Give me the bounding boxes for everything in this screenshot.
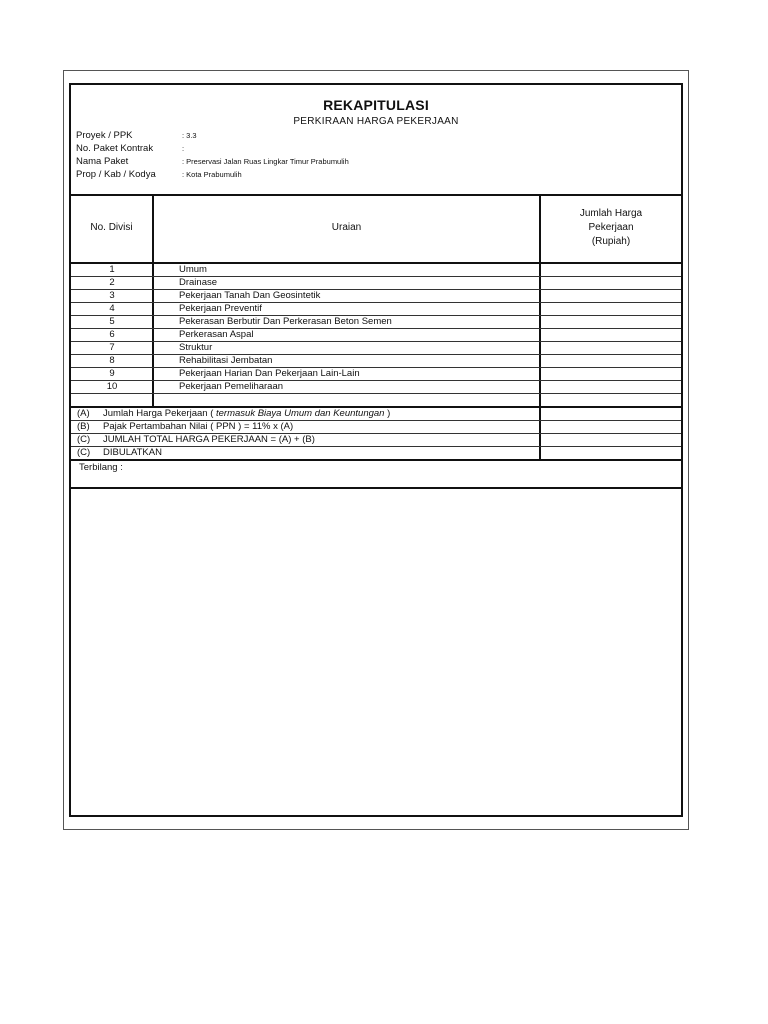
row-description: Rehabilitasi Jembatan (179, 355, 273, 366)
info-label-nama-paket: Nama Paket (76, 156, 129, 167)
row-description: Perkerasan Aspal (179, 329, 254, 340)
terbilang-divider (69, 459, 683, 461)
document-subtitle: PERKIRAAN HARGA PEKERJAAN (293, 116, 459, 127)
row-number: 7 (109, 342, 115, 353)
row-description: Drainase (179, 277, 218, 288)
row-number: 10 (106, 381, 118, 392)
row-description: Struktur (179, 342, 213, 353)
row-number: 5 (109, 316, 115, 327)
summary-line-rounded: (C) DIBULATKAN (77, 447, 162, 458)
row-description: Umum (179, 264, 207, 275)
row-number: 9 (109, 368, 115, 379)
header-divider (69, 194, 683, 196)
row-number: 8 (109, 355, 115, 366)
row-description: Pekerjaan Pemeliharaan (179, 381, 284, 392)
summary-line-total: (A) Jumlah Harga Pekerjaan ( termasuk Biaya Umum dan Keuntungan ) (77, 408, 391, 419)
column-header-no-divisi: No. Divisi (90, 222, 133, 233)
column-header-jumlah-harga: Jumlah Harga Pekerjaan (Rupiah) (579, 208, 643, 247)
summary-line-grand-total: (C) JUMLAH TOTAL HARGA PEKERJAAN = (A) + (B) (77, 434, 315, 445)
row-description: Pekerjaan Preventif (179, 303, 262, 314)
column-header-uraian: Uraian (331, 222, 362, 233)
info-label-lokasi: Prop / Kab / Kodya (76, 169, 156, 180)
info-value-lokasi: : Kota Prabumulih (182, 170, 242, 179)
row-number: 4 (109, 303, 115, 314)
row-description: Pekerjaan Harian Dan Pekerjaan Lain-Lain (179, 368, 360, 379)
summary-line-ppn: (B) Pajak Pertambahan Nilai ( PPN ) = 11% x (A) (77, 421, 294, 432)
table-header-divider (69, 262, 683, 264)
info-label-paket-kontrak: No. Paket Kontrak (76, 143, 154, 154)
info-label-proyek: Proyek / PPK (76, 130, 133, 141)
notes-divider (69, 487, 683, 489)
row-number: 3 (109, 290, 115, 301)
info-value-nama-paket: : Preservasi Jalan Ruas Lingkar Timur Prabumulih (182, 157, 349, 166)
row-description: Pekerjaan Tanah Dan Geosintetik (179, 290, 321, 301)
row-number: 1 (109, 264, 115, 275)
info-value-proyek: : 3.3 (182, 131, 197, 140)
terbilang-label: Terbilang : (79, 462, 123, 473)
document-title: REKAPITULASI (323, 97, 429, 113)
row-number: 2 (109, 277, 115, 288)
row-number: 6 (109, 329, 115, 340)
info-value-paket-kontrak: : (182, 144, 185, 153)
row-description: Pekerasan Berbutir Dan Perkerasan Beton Semen (179, 316, 392, 327)
